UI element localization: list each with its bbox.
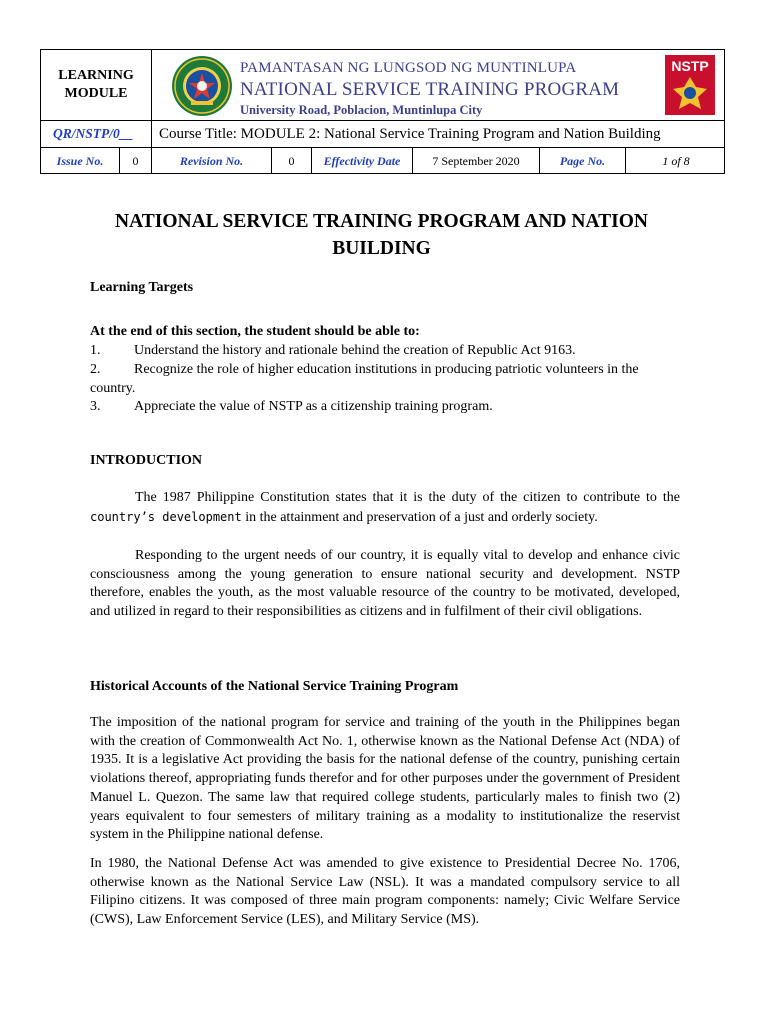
qr-code-label: QR/NSTP/0__ bbox=[41, 121, 152, 147]
program-name: NATIONAL SERVICE TRAINING PROGRAM bbox=[240, 79, 620, 100]
course-title: Course Title: MODULE 2: National Service Training Program and Nation Building bbox=[159, 125, 661, 142]
university-address: University Road, Poblacion, Muntinlupa City bbox=[240, 103, 483, 117]
learning-module-line2: MODULE bbox=[64, 86, 128, 101]
university-name: PAMANTASAN NG LUNGSOD NG MUNTINLUPA bbox=[240, 60, 577, 76]
issue-label: Issue No. bbox=[41, 148, 120, 174]
revision-label: Revision No. bbox=[152, 148, 272, 174]
intro-p1-mono-text: country’s development bbox=[90, 509, 242, 524]
objective-item bbox=[90, 361, 680, 398]
objective-text: Recognize the role of higher education institutions in producing patriotic volunteers in the country. bbox=[90, 362, 639, 396]
header-title-row bbox=[41, 50, 724, 121]
objective-item bbox=[90, 342, 680, 361]
intro-p1-text-start: The 1987 Philippine Constitution states that it is the duty of the citizen to contribute to the bbox=[135, 490, 680, 505]
effectivity-label: Effectivity Date bbox=[312, 148, 413, 174]
page-label: Page No. bbox=[540, 148, 626, 174]
objective-text: Appreciate the value of NSTP as a citizenship training program. bbox=[134, 399, 493, 414]
history-paragraph-2: In 1980, the National Defense Act was amended to give existence to Presidential Decree No. 1706, otherwise known as the National Service Law (NSL). It was a mandated compulsory service to all Filipino citizens. It was composed of three main program components: namely; Civic Welfare Service (CWS), Law Enforcement Service (LES), and Military Service (MS). bbox=[90, 856, 680, 928]
nstp-logo-text: NSTP bbox=[671, 58, 709, 74]
page-value: 1 of 8 bbox=[662, 153, 690, 168]
objective-number: 2. bbox=[90, 362, 101, 377]
nstp-logo-icon bbox=[665, 55, 715, 115]
effectivity-value: 7 September 2020 bbox=[413, 148, 540, 174]
objective-item bbox=[90, 398, 680, 417]
learning-targets-heading: Learning Targets bbox=[90, 280, 194, 295]
intro-p1-text-end: in the attainment and preservation of a just and orderly society. bbox=[245, 509, 598, 525]
document-title: NATIONAL SERVICE TRAINING PROGRAM AND NATION BUILDING bbox=[115, 211, 648, 259]
header-meta-row bbox=[41, 148, 724, 174]
objective-number: 1. bbox=[90, 343, 101, 358]
issue-value: 0 bbox=[120, 148, 152, 174]
intro-paragraph-2: Responding to the urgent needs of our country, it is equally vital to develop and enhance civic consciousness among the young generation to ensure national security and development. NSTP therefore, enables the youth, as the most valuable resource of the country to be motivated, developed, and utilized in regard to their responsibilities as citizens and in fulfilment of their civil obligations. bbox=[90, 548, 680, 620]
document-header bbox=[40, 49, 725, 174]
history-paragraph-1: The imposition of the national program for service and training of the youth in the Philippines began with the creation of Commonwealth Act No. 1, otherwise known as the National Defense Act (NDA) of 1935. It is a legislative Act providing the basis for the national defense of the country, punishing certain violations thereof, appropriating funds therefor and for other purposes under the government of President Manuel L. Quezon. The same law that required college students, particularly males to finish two (2) years equivalent to four semesters of military training as a modality to institutionalize the reservist system in the Philippine national defense. bbox=[90, 715, 680, 843]
objective-text: Understand the history and rationale behind the creation of Republic Act 9163. bbox=[134, 343, 576, 358]
learning-module-label bbox=[41, 50, 152, 120]
learning-module-line1: LEARNING bbox=[58, 68, 134, 83]
history-heading: Historical Accounts of the National Service Training Program bbox=[90, 679, 459, 694]
objectives-intro: At the end of this section, the student should be able to: bbox=[90, 324, 420, 339]
revision-value: 0 bbox=[272, 148, 312, 174]
objective-number: 3. bbox=[90, 399, 101, 414]
introduction-heading: INTRODUCTION bbox=[90, 453, 203, 468]
university-seal-icon bbox=[171, 55, 233, 117]
header-course-row bbox=[41, 121, 724, 148]
intro-paragraph-1 bbox=[90, 489, 680, 527]
